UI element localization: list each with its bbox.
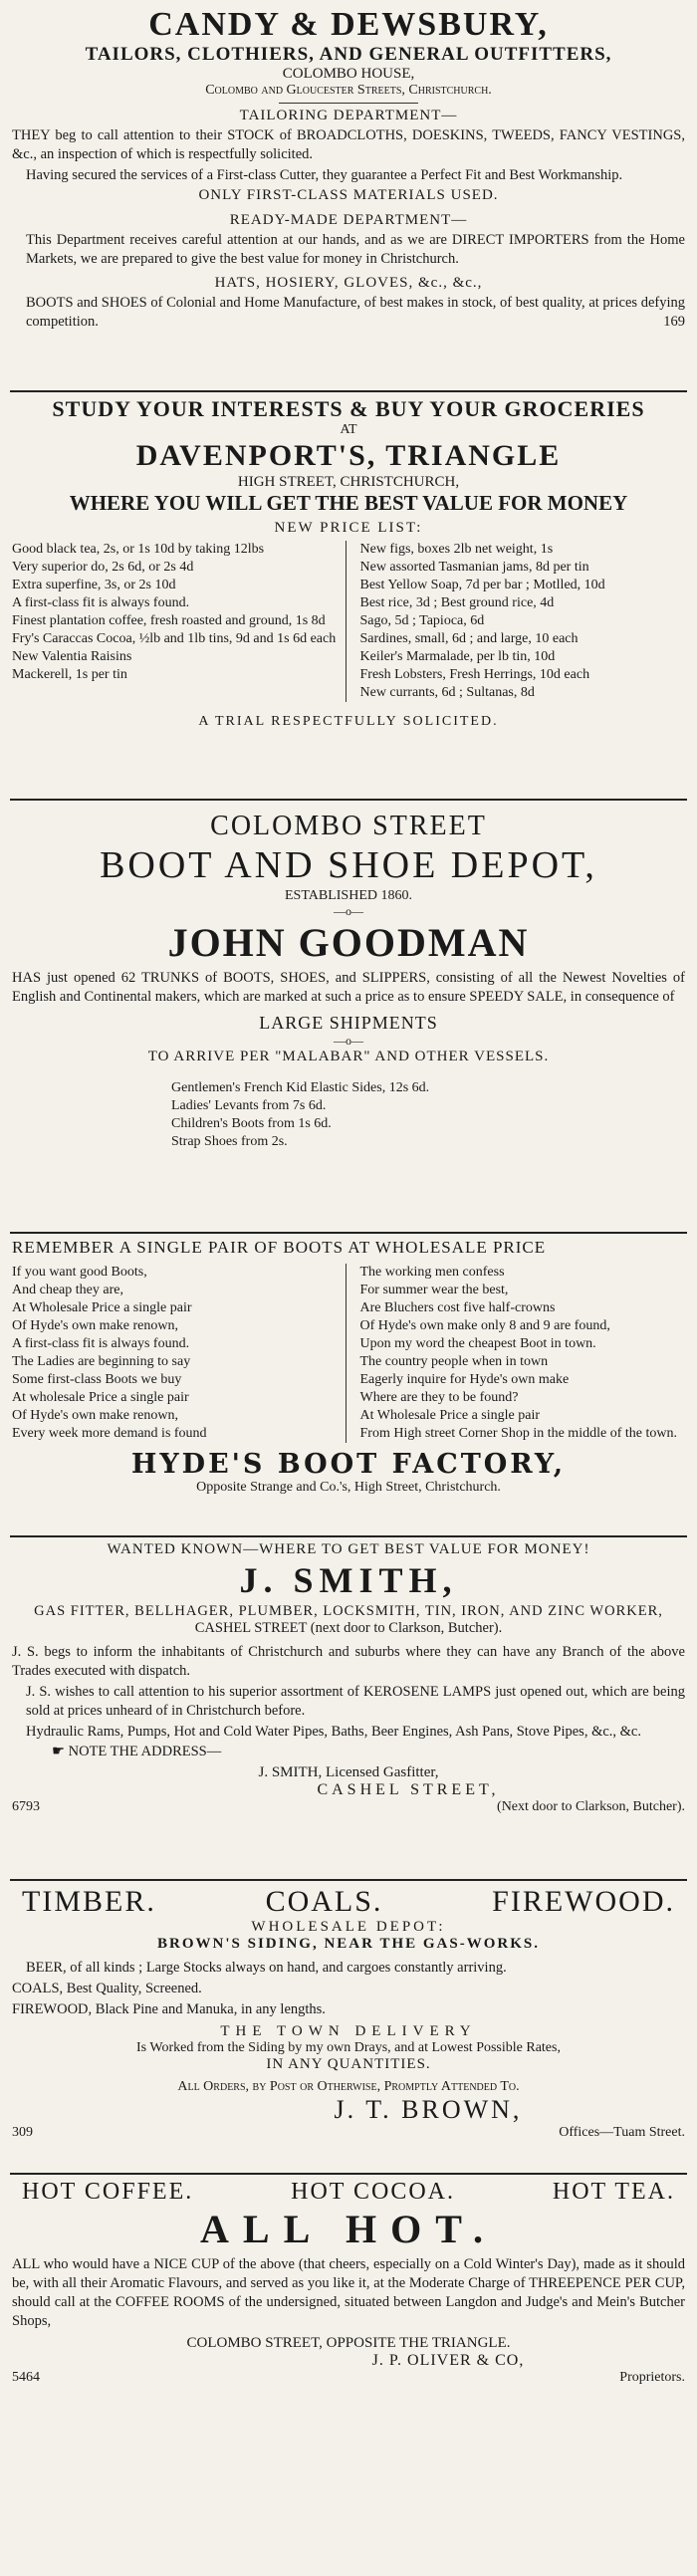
smith-ref: 6793 xyxy=(12,1799,40,1814)
smith-next-door: (Next door to Clarkson, Butcher). xyxy=(497,1799,685,1814)
oliver-hot-tea: HOT TEA. xyxy=(552,2179,675,2205)
verse-line: A first-class fit is always found. xyxy=(12,1336,190,1351)
ad-brown xyxy=(10,1881,687,2175)
verse-line: The Ladies are beginning to say xyxy=(12,1354,191,1369)
davenport-address: HIGH STREET, CHRISTCHURCH, xyxy=(237,474,460,490)
oliver-hot-coffee: HOT COFFEE. xyxy=(22,2179,194,2205)
verse-line: Are Bluchers cost five half-crowns xyxy=(359,1300,556,1315)
ad-davenport xyxy=(10,392,687,801)
price-item: Finest plantation coffee, fresh roasted and ground, 1s 8d xyxy=(12,613,326,628)
price-item: Extra superfine, 3s, or 2s 10d xyxy=(12,578,176,592)
goodman-depot: BOOT AND SHOE DEPOT, xyxy=(100,844,597,886)
oliver-street: COLOMBO STREET, OPPOSITE THE TRIANGLE. xyxy=(186,2335,511,2351)
oliver-all-hot: ALL HOT. xyxy=(200,2207,497,2251)
verse-line: The working men confess xyxy=(359,1265,505,1280)
goodman-separator: —o— xyxy=(334,904,363,918)
candy-address: Colombo and Gloucester Streets, Christchurch. xyxy=(205,83,492,98)
price-item: Best rice, 3d ; Best ground rice, 4d xyxy=(359,595,555,610)
smith-footer xyxy=(12,1799,685,1815)
ad-oliver xyxy=(10,2175,687,2394)
davenport-price-columns xyxy=(12,541,685,702)
oliver-footer xyxy=(12,2370,685,2386)
goodman-established: ESTABLISHED 1860. xyxy=(285,888,412,903)
verse-line: At wholesale Price a single pair xyxy=(12,1390,189,1405)
smith-text1: J. S. begs to inform the inhabitants of Christchurch and suburbs where they can have any Branch of the above Trades executed with dispatch. xyxy=(12,1644,685,1679)
tailoring-text: THEY beg to call attention to their STOCK of BROADCLOTHS, DOESKINS, TWEEDS, FANCY VESTINGS, &c., an inspection of which is respectfully solicited. xyxy=(12,127,685,162)
brown-orders: All Orders, by Post or Otherwise, Promptly Attended To. xyxy=(177,2079,520,2094)
goodman-name: JOHN GOODMAN xyxy=(167,920,530,965)
davenport-trial: A TRIAL RESPECTFULLY SOLICITED. xyxy=(198,714,499,729)
boots-text: BOOTS and SHOES of Colonial and Home Manufacture, of best makes in stock, of best quality, at prices defying competition. 169 xyxy=(26,295,685,330)
smith-name: J. SMITH, xyxy=(239,1560,458,1600)
hyde-left-verse xyxy=(12,1264,347,1443)
verse-line: At Wholesale Price a single pair xyxy=(359,1408,541,1423)
smith-licensed: J. SMITH, Licensed Gasfitter, xyxy=(258,1764,439,1780)
price-item: New Valentia Raisins xyxy=(12,649,132,664)
brown-coals-line: COALS, Best Quality, Screened. xyxy=(12,1981,202,1996)
price-item: Keiler's Marmalade, per lb tin, 10d xyxy=(359,649,556,664)
brown-firewood-line: FIREWOOD, Black Pine and Manuka, in any lengths. xyxy=(12,2001,326,2017)
candy-subtitle: TAILORS, CLOTHIERS, AND GENERAL OUTFITTERS, xyxy=(85,44,612,65)
hats-text: HATS, HOSIERY, GLOVES, &c., &c., xyxy=(214,275,483,291)
price-item: New figs, boxes 2lb net weight, 1s xyxy=(359,542,554,557)
verse-line: For summer wear the best, xyxy=(359,1283,509,1297)
oliver-text: ALL who would have a NICE CUP of the above (that cheers, especially on a Cold Winter's Day), made as it should be, with all their Aromatic Flavours, and served as you like it, at the Moderate Charge of THREEPENCE PER CUP, should call at the COFFEE ROOMS of the undersigned, situated between Langdon and Judge's and Mein's Butcher Shops, xyxy=(12,2256,685,2329)
brown-beer: BEER, of all kinds ; Large Stocks always on hand, and cargoes constantly arriving. xyxy=(26,1960,507,1976)
price-item: Mackerell, 1s per tin xyxy=(12,667,127,682)
price-item: Fry's Caraccas Cocoa, ½lb and 1lb tins, 9d and 1s 6d each xyxy=(12,631,337,646)
ad-goodman: COLOMBO STREET BOOT AND SHOE DEPOT, ESTABLISHED 1860. —o— JOHN GOODMAN HAS just opened 62 TRUNKS of BOOTS, SHOES, and SLIPPERS, consisting of all the Newest Novelties of English and Continental makers, which are marked at such a price as to ensure SPEEDY SALE, in consequence of LARGE SHIPMENTS —o— TO ARRIVE PER "MALABAR" AND OTHER VESSELS. Gentlemen's French Kid Elastic Sides, 12s 6d. Ladies' Levants from 7s 6d. Children's Boots from 1s 6d. Strap Shoes from 2s. xyxy=(10,801,687,1234)
verse-line: Every week more demand is found xyxy=(12,1426,207,1441)
oliver-header xyxy=(12,2179,685,2206)
price-item: Best Yellow Soap, 7d per bar ; Motlled, 10d xyxy=(359,578,605,592)
davenport-price-list: NEW PRICE LIST: xyxy=(274,520,423,536)
verse-line: Some first-class Boots we buy xyxy=(12,1372,182,1387)
verse-line: Eagerly inquire for Hyde's own make xyxy=(359,1372,570,1387)
davenport-slogan: WHERE YOU WILL GET THE BEST VALUE FOR MONEY xyxy=(69,491,628,515)
verse-line: And cheap they are, xyxy=(12,1283,123,1297)
brown-worked: Is Worked from the Siding by my own Drays, and at Lowest Possible Rates, xyxy=(136,2040,561,2055)
verse-line: At Wholesale Price a single pair xyxy=(12,1300,192,1315)
goodman-arrive: TO ARRIVE PER "MALABAR" AND OTHER VESSELS. xyxy=(147,1049,550,1064)
price-item: Very superior do, 2s 6d, or 2s 4d xyxy=(12,560,194,575)
verse-line: If you want good Boots, xyxy=(12,1265,147,1280)
brown-offices: Offices—Tuam Street. xyxy=(559,2125,685,2140)
brown-siding: BROWN'S SIDING, NEAR THE GAS-WORKS. xyxy=(157,1936,540,1952)
tailoring-heading: TAILORING DEPARTMENT— xyxy=(239,108,458,123)
oliver-ref: 5464 xyxy=(12,2370,40,2385)
brown-timber: TIMBER. xyxy=(22,1885,156,1918)
candy-house: COLOMBO HOUSE, xyxy=(282,66,415,82)
hyde-factory: HYDE'S BOOT FACTORY, xyxy=(130,1449,567,1480)
brown-footer xyxy=(12,2125,685,2141)
smith-note: ☛ NOTE THE ADDRESS— xyxy=(52,1744,222,1759)
price-item: Sardines, small, 6d ; and large, 10 each xyxy=(359,631,579,646)
shoe-item: Strap Shoes from 2s. xyxy=(171,1134,288,1149)
smith-text2: J. S. wishes to call attention to his superior assortment of KEROSENE LAMPS just opened out, which are being sold at prices unheard of in Christchurch before. xyxy=(26,1684,685,1719)
candy-ref: 169 xyxy=(663,314,685,330)
smith-street: CASHEL STREET (next door to Clarkson, Butcher). xyxy=(194,1620,503,1636)
oliver-hot-cocoa: HOT COCOA. xyxy=(291,2179,456,2205)
price-item: New currants, 6d ; Sultanas, 8d xyxy=(359,685,535,700)
price-item: New assorted Tasmanian jams, 8d per tin xyxy=(359,560,589,575)
readymade-heading: READY-MADE DEPARTMENT— xyxy=(229,212,468,228)
verse-line: From High street Corner Shop in the middle of the town. xyxy=(359,1426,677,1441)
candy-title: CANDY & DEWSBURY, xyxy=(148,6,549,43)
brown-quantities: IN ANY QUANTITIES. xyxy=(266,2056,431,2072)
price-item: A first-class fit is always found. xyxy=(12,595,190,610)
goodman-large: LARGE SHIPMENTS xyxy=(259,1013,438,1033)
price-item: Fresh Lobsters, Fresh Herrings, 10d each xyxy=(359,667,590,682)
verse-line: Of Hyde's own make renown, xyxy=(12,1408,178,1423)
verse-line: Of Hyde's own make renown, xyxy=(12,1318,178,1333)
hyde-poem xyxy=(12,1264,685,1443)
brown-header xyxy=(12,1885,685,1919)
cutter-text: Having secured the services of a First-class Cutter, they guarantee a Perfect Fit and Best Workmanship. xyxy=(26,167,623,183)
newspaper-page xyxy=(10,0,687,2394)
ad-hyde xyxy=(10,1234,687,1537)
verse-line: Of Hyde's own make only 8 and 9 are found, xyxy=(359,1318,610,1333)
goodman-street: COLOMBO STREET xyxy=(210,811,487,841)
hyde-right-verse xyxy=(360,1264,686,1443)
davenport-at: AT xyxy=(340,422,357,437)
smith-wanted: WANTED KNOWN—WHERE TO GET BEST VALUE FOR MONEY! xyxy=(107,1541,590,1557)
shoe-item: Children's Boots from 1s 6d. xyxy=(171,1116,332,1131)
davenport-right-list xyxy=(360,541,686,702)
hyde-address: Opposite Strange and Co.'s, High Street, Christchurch. xyxy=(196,1480,501,1495)
smith-text3: Hydraulic Rams, Pumps, Hot and Cold Water Pipes, Baths, Beer Engines, Ash Pans, Stove Pipes, &c., &c. xyxy=(26,1724,641,1740)
brown-firewood: FIREWOOD. xyxy=(492,1885,675,1918)
verse-line: Where are they to be found? xyxy=(359,1390,519,1405)
goodman-items xyxy=(12,1079,685,1151)
readymade-text: This Department receives careful attention at our hands, and as we are DIRECT IMPORTERS from the Home Markets, we are prepared to give the best value for money in Christchurch. xyxy=(26,232,685,267)
ad-smith xyxy=(10,1537,687,1881)
brown-ref: 309 xyxy=(12,2125,33,2140)
verse-line: The country people when in town xyxy=(359,1354,549,1369)
oliver-name: J. P. OLIVER & CO, xyxy=(371,2352,525,2369)
hand-pointer-icon: ☛ xyxy=(52,1744,69,1759)
davenport-headline: STUDY YOUR INTERESTS & BUY YOUR GROCERIES xyxy=(52,396,645,421)
price-item: Good black tea, 2s, or 1s 10d by taking 12lbs xyxy=(12,542,265,557)
shoe-item: Gentlemen's French Kid Elastic Sides, 12s 6d. xyxy=(171,1080,430,1095)
davenport-name: DAVENPORT'S, TRIANGLE xyxy=(135,439,562,472)
smith-trades: GAS FITTER, BELLHAGER, PLUMBER, LOCKSMITH, TIN, IRON, AND ZINC WORKER, xyxy=(34,1603,663,1619)
materials-text: ONLY FIRST-CLASS MATERIALS USED. xyxy=(198,187,499,203)
price-item: Sago, 5d ; Tapioca, 6d xyxy=(359,613,485,628)
smith-cashel: CASHEL STREET, xyxy=(317,1781,500,1798)
shoe-item: Ladies' Levants from 7s 6d. xyxy=(171,1098,327,1113)
brown-wholesale: WHOLESALE DEPOT: xyxy=(251,1919,446,1935)
brown-name: J. T. BROWN, xyxy=(334,2095,523,2124)
ad-candy-dewsbury xyxy=(10,2,687,392)
verse-line: Upon my word the cheapest Boot in town. xyxy=(359,1336,596,1351)
davenport-left-list xyxy=(12,541,347,702)
oliver-proprietors: Proprietors. xyxy=(619,2370,685,2385)
hyde-headline: REMEMBER A SINGLE PAIR OF BOOTS AT WHOLESALE PRICE xyxy=(12,1238,547,1257)
brown-town-delivery: THE TOWN DELIVERY xyxy=(220,2023,477,2039)
brown-coals: COALS. xyxy=(265,1885,383,1918)
goodman-text: HAS just opened 62 TRUNKS of BOOTS, SHOES, and SLIPPERS, consisting of all the Newest Novelties of English and Continental makers, which are marked at such a price as to ensure SPEEDY SALE, in consequence of xyxy=(12,970,685,1005)
